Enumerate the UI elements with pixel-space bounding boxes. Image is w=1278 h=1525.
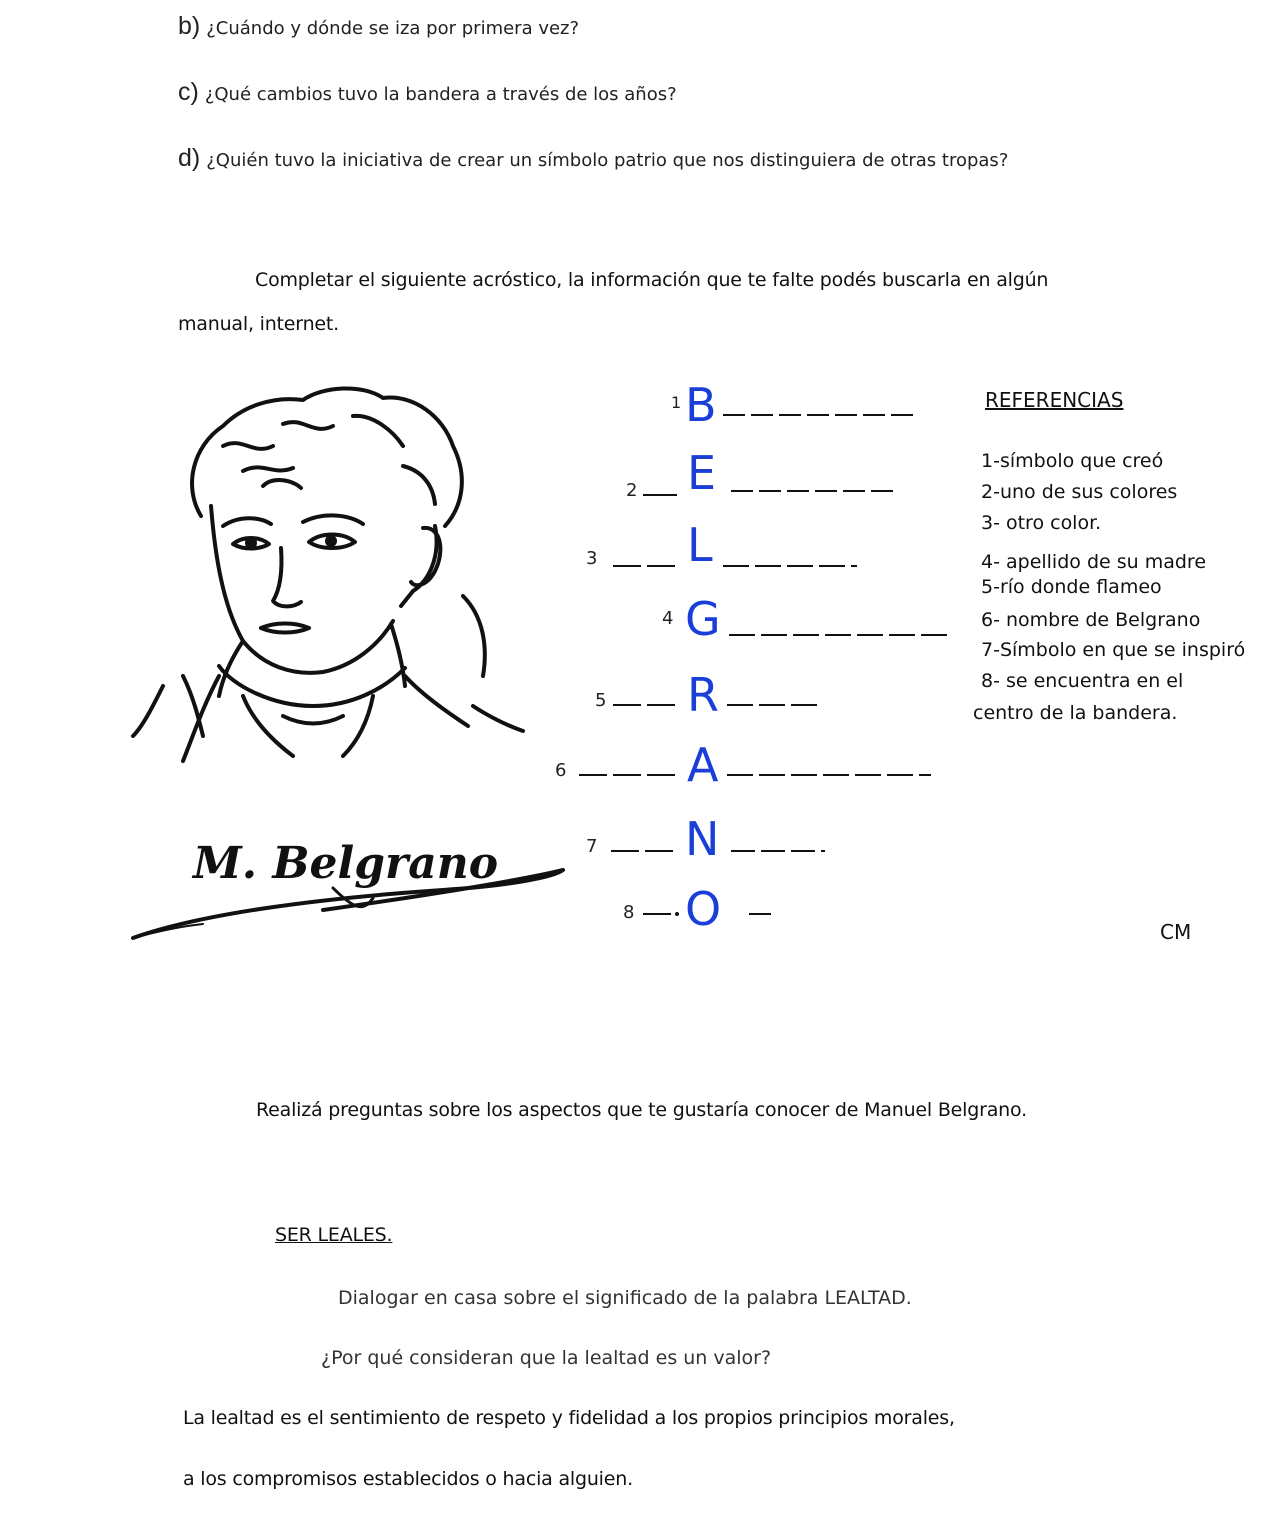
- author-initials: CM: [1160, 920, 1192, 944]
- references-title: REFERENCIAS: [985, 388, 1124, 412]
- reference-item: 8- se encuentra en el: [981, 670, 1184, 692]
- answer-blank: [643, 911, 683, 917]
- section-title: SER LEALES.: [275, 1224, 393, 1246]
- acrostic-number: 7: [586, 836, 598, 857]
- acrostic-letter: E: [687, 446, 717, 500]
- signature-text: M. Belgrano: [193, 838, 499, 889]
- answer-blank: [579, 772, 685, 778]
- acrostic-letter: N: [685, 812, 720, 866]
- question-text: ¿Cuándo y dónde se iza por primera vez?: [206, 18, 580, 39]
- question-c: [178, 78, 677, 107]
- lealtad-question: ¿Por qué consideran que la lealtad es un valor?: [321, 1347, 772, 1369]
- answer-blank: [727, 702, 827, 708]
- dialog-instruction: Dialogar en casa sobre el significado de la palabra LEALTAD.: [338, 1287, 912, 1309]
- acrostic-number: 8: [623, 902, 635, 923]
- question-d: [178, 144, 1008, 173]
- reference-item: 2-uno de sus colores: [981, 481, 1178, 503]
- acrostic-number: 4: [662, 608, 674, 629]
- question-letter: b): [178, 12, 201, 40]
- acrostic-letter: L: [687, 518, 713, 572]
- answer-blank: [613, 702, 685, 708]
- question-letter: c): [178, 78, 199, 106]
- answer-blank: [749, 911, 779, 917]
- reference-item: 1-símbolo que creó: [981, 450, 1164, 472]
- question-text: ¿Quién tuvo la iniciativa de crear un símbolo patrio que nos distinguiera de otras tropas?: [206, 150, 1009, 171]
- acrostic-number: 1: [671, 393, 682, 412]
- definition-line2: a los compromisos establecidos o hacia alguien.: [183, 1468, 633, 1490]
- answer-blank: [729, 632, 959, 638]
- belgrano-portrait: [123, 376, 543, 776]
- reference-item: 7-Símbolo en que se inspiró: [981, 639, 1246, 661]
- question-b: [178, 12, 579, 41]
- acrostic-letter: G: [685, 592, 721, 646]
- question-text: ¿Qué cambios tuvo la bandera a través de los años?: [204, 84, 677, 105]
- acrostic-number: 2: [626, 480, 638, 501]
- answer-blank: [611, 848, 685, 854]
- acrostic-number: 6: [555, 760, 567, 781]
- reference-item: 3- otro color.: [981, 512, 1102, 534]
- references-box: [971, 368, 1246, 968]
- signature-drawing: [123, 818, 573, 948]
- definition-line1: La lealtad es el sentimiento de respeto y fidelidad a los propios principios morales,: [183, 1407, 955, 1429]
- acrostic-letter: B: [685, 378, 717, 432]
- answer-blank: [643, 492, 683, 498]
- acrostic-letter: R: [687, 668, 719, 722]
- questions-prompt: Realizá preguntas sobre los aspectos que te gustaría conocer de Manuel Belgrano.: [256, 1099, 1027, 1121]
- reference-item: 6- nombre de Belgrano: [981, 609, 1201, 631]
- acrostic-number: 5: [595, 690, 607, 711]
- reference-item: 4- apellido de su madre: [981, 551, 1207, 573]
- reference-item: centro de la bandera.: [973, 702, 1178, 724]
- acrostic-letter: A: [687, 738, 719, 792]
- acrostic-panel: [103, 368, 1246, 968]
- answer-blank: [727, 772, 937, 778]
- answer-blank: [731, 488, 901, 494]
- question-letter: d): [178, 144, 201, 172]
- answer-blank: [731, 848, 831, 854]
- acrostic-instruction-line2: manual, internet.: [178, 313, 339, 335]
- answer-blank: [723, 563, 863, 569]
- acrostic-letter: O: [685, 882, 722, 936]
- answer-blank: [723, 412, 923, 418]
- reference-item: 5-río donde flameo: [981, 576, 1162, 598]
- acrostic-number: 3: [586, 548, 598, 569]
- acrostic-instruction-line1: Completar el siguiente acróstico, la información que te falte podés buscarla en algún: [255, 269, 1049, 291]
- answer-blank: [613, 563, 685, 569]
